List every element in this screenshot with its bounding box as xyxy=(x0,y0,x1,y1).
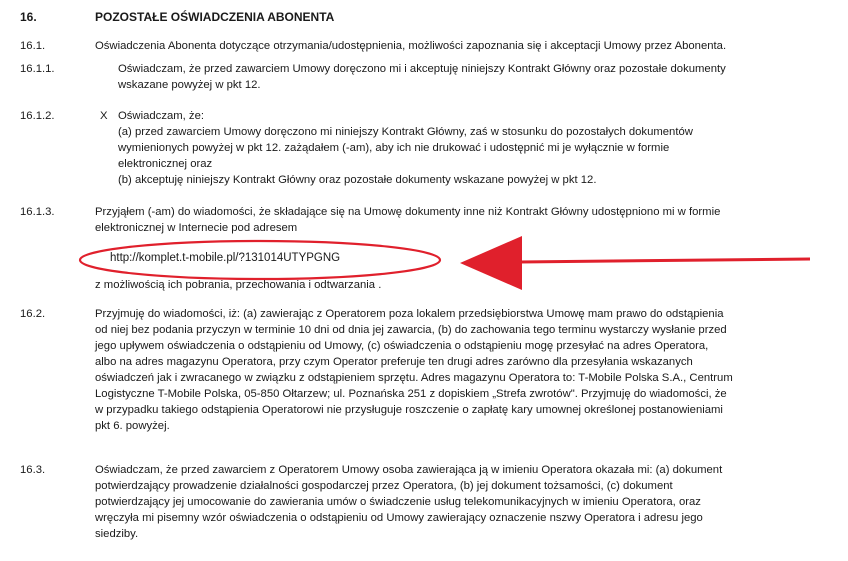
checkbox-mark: X xyxy=(100,110,108,122)
annotation-arrow-shaft xyxy=(520,259,810,262)
item-16-3-line: wręczyła mi pisemny wzór oświadczenia o odstąpieniu od Umowy zawierający oznaczenie nszwy Operatora i adresu jego xyxy=(95,512,703,524)
item-16-1-3-line: Przyjąłem (-am) do wiadomości, że składające się na Umowę dokumenty inne niż Kontrakt Główny udostępniono mi w formie xyxy=(95,206,721,218)
item-16-1-line: Oświadczenia Abonenta dotyczące otrzymania/udostępnienia, możliwości zapoznania się i akceptacji Umowy przez Abonenta. xyxy=(95,40,727,52)
section-title: POZOSTAŁE OŚWIADCZENIA ABONENTA xyxy=(95,10,335,24)
item-16-2-line: oświadczeń jak i zwracanego w związku z odstąpieniem sprzętu. Adres magazynu Operatora to: T-Mobile Polska S.A., Centrum xyxy=(95,372,733,384)
item-number-16-1: 16.1. xyxy=(20,40,46,52)
item-16-3-line: potwierdzający jej umocowanie do zawierania umów o świadczenie usług telekomunikacyjnych w imieniu Operatora, oraz xyxy=(95,496,701,508)
document-url-link[interactable]: http://komplet.t-mobile.pl/?131014UTYPGNG xyxy=(110,252,341,264)
item-number-16-3: 16.3. xyxy=(20,464,46,476)
item-16-2-line: albo na adres magazynu Operatora, przy czym Operator preferuje ten drugi adres zarówno dla przesyłania wskazanych xyxy=(95,356,693,368)
item-16-2-line: Logistyczne T-Mobile Polska, 05-850 Ołtarzew; ul. Poznańska 251 z dopiskiem „Strefa zwrotów". Przyjmuję do wiadomości, że xyxy=(95,388,727,400)
item-16-2-line: Przyjmuję do wiadomości, iż: (a) zawierając z Operatorem poza lokalem przedsiębiorstwa Umowę mam prawo do odstąpienia xyxy=(95,308,724,320)
annotation-arrowhead xyxy=(460,236,522,290)
item-16-1-3-after: z możliwością ich pobrania, przechowania i odtwarzania . xyxy=(95,279,382,291)
item-16-1-1-line: wskazane powyżej w pkt 12. xyxy=(118,79,261,91)
item-number-16-1-2: 16.1.2. xyxy=(20,110,55,122)
item-16-1-2-line: Oświadczam, że: xyxy=(118,110,205,122)
item-number-16-1-3: 16.1.3. xyxy=(20,206,55,218)
item-16-1-2-line: elektronicznej oraz xyxy=(118,158,213,170)
item-16-3-line: potwierdzający prowadzenie działalności gospodarczej przez Operatora, (b) jej dokument tożsamości, (c) dokument xyxy=(95,480,673,492)
item-16-2-line: w przypadku takiego odstąpienia Operatorowi nie przysługuje roszczenie o zapłatę kary umownej określonej postanowieniami xyxy=(95,404,723,416)
item-16-2-line: jego upływem oświadczenia o odstąpieniu od Umowy, (c) oświadczenia o odstąpieniu mogę przesyłać na adres Operatora, xyxy=(95,340,709,352)
section-number: 16. xyxy=(20,10,37,24)
item-number-16-2: 16.2. xyxy=(20,308,46,320)
item-16-1-2-line: (a) przed zawarciem Umowy doręczono mi niniejszy Kontrakt Główny, zaś w stosunku do pozostałych dokumentów xyxy=(118,126,693,138)
item-16-1-3-line: elektronicznej w Internecie pod adresem xyxy=(95,222,298,234)
item-16-3-line: siedziby. xyxy=(95,528,139,540)
item-16-1-1-line: Oświadczam, że przed zawarciem Umowy doręczono mi i akceptuję niniejszy Kontrakt Główny oraz pozostałe dokumenty xyxy=(118,63,726,75)
item-16-1-2-line: wymienionych powyżej w pkt 12. zażądałem (-am), aby ich nie drukować i udostępnić mi je wyłącznie w formie xyxy=(118,142,670,154)
item-16-1-2-line: (b) akceptuję niniejszy Kontrakt Główny oraz pozostałe dokumenty wskazane powyżej w pkt 12. xyxy=(118,174,597,186)
item-16-2-line: pkt 6. powyżej. xyxy=(95,420,170,432)
item-16-2-line: od niej bez podania przyczyn w terminie 10 dni od dnia jej zawarcia, (b) do zachowania tego terminu wystarczy wysłanie przed xyxy=(95,324,727,336)
item-number-16-1-1: 16.1.1. xyxy=(20,63,55,75)
item-16-3-line: Oświadczam, że przed zawarciem z Operatorem Umowy osoba zawierająca ją w imieniu Operatora okazała mi: (a) dokument xyxy=(95,464,723,476)
